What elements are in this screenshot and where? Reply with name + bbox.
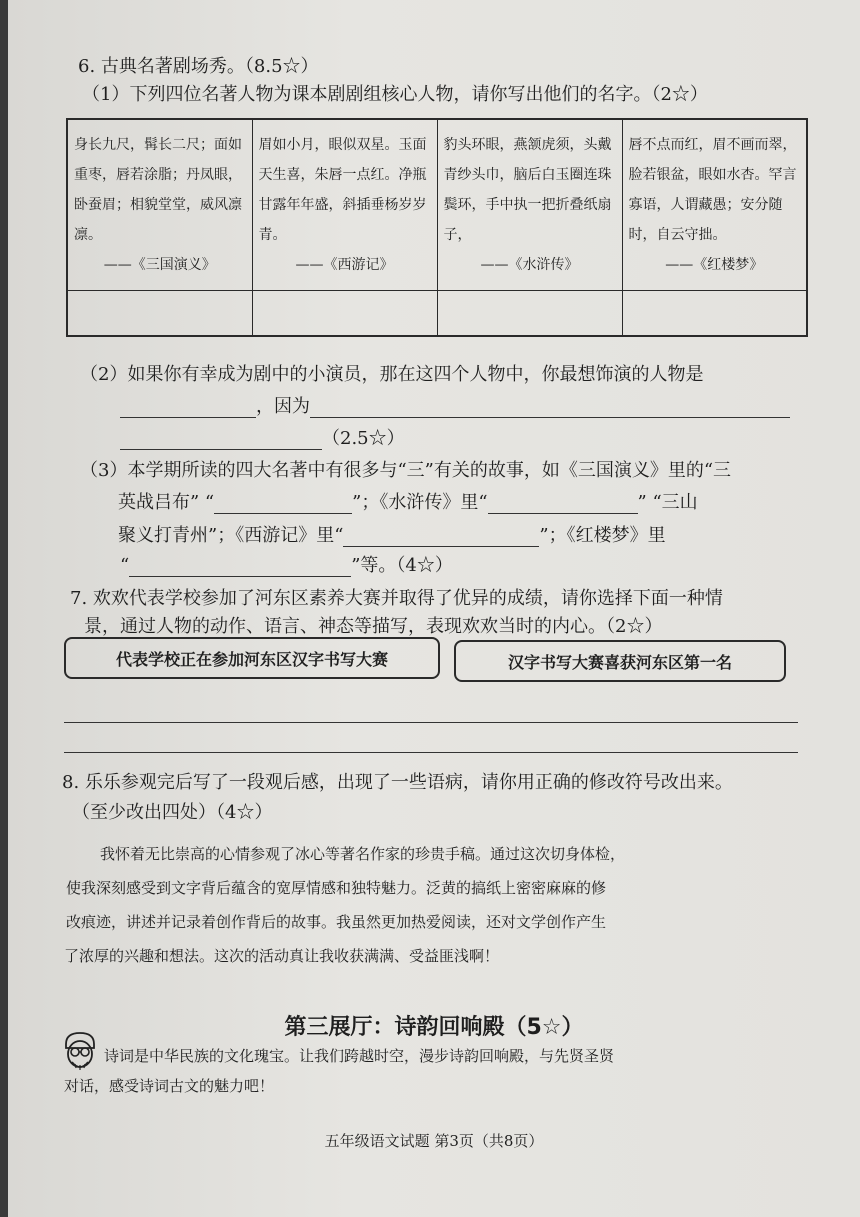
answer-line[interactable] xyxy=(64,722,798,723)
character-cell-shuihu xyxy=(437,119,622,291)
character-desc: 唇不点而红，眉不画而翠，脸若银盆，眼如水杏。罕言寡语，人谓藏愚；安分随时，自云守拙。 xyxy=(628,137,797,243)
exam-page xyxy=(8,0,860,1217)
answer-cell[interactable] xyxy=(437,291,622,337)
question-6-part-2-line3: （2.5☆） xyxy=(120,424,405,450)
question-6-title: 6. 古典名著剧场秀。（8.5☆） xyxy=(78,56,319,77)
scenario-option-1[interactable]: 代表学校正在参加河东区汉字书写大赛 xyxy=(64,637,440,679)
section-heading: 第三展厅：诗韵回响殿（5☆） xyxy=(284,1015,584,1040)
character-source: ——《水浒传》 xyxy=(480,257,579,273)
answer-blank[interactable] xyxy=(343,525,539,547)
character-cell-sanguo xyxy=(67,119,252,291)
character-desc: 豹头环眼，燕颔虎须，头戴青纱头巾，脑后白玉圈连珠鬓环，手中执一把折叠纸扇子， xyxy=(443,137,612,243)
scenario-option-2[interactable]: 汉字书写大赛喜获河东区第一名 xyxy=(454,640,786,682)
question-6-part-3-line2: 英战吕布” “ ”；《水浒传》里“ ” “三山 xyxy=(118,492,698,513)
character-cell-xiyou xyxy=(252,119,437,291)
answer-cell[interactable] xyxy=(67,291,252,337)
character-table xyxy=(66,118,808,337)
answer-cell[interactable] xyxy=(252,291,437,337)
character-desc: 眉如小月，眼似双星。玉面天生喜，朱唇一点红。净瓶甘露年年盛，斜插垂杨岁岁青。 xyxy=(258,137,427,243)
section-intro-line2: 对话，感受诗词古文的魅力吧！ xyxy=(64,1077,275,1095)
question-6-part-3-line3: 聚义打青州”；《西游记》里“ ”；《红楼梦》里 xyxy=(118,525,666,546)
page-footer: 五年级语文试题 第3页（共8页） xyxy=(324,1132,544,1150)
question-7-line2: 景，通过人物的动作、语言、神态等描写，表现欢欢当时的内心。（2☆） xyxy=(84,616,663,637)
question-6-part-2: （2）如果你有幸成为剧中的小演员，那在这四个人物中，你最想饰演的人物是 xyxy=(80,364,704,385)
passage-line: 改痕迹，讲述并记录着创作背后的故事。我虽然更加热爱阅读，还对文学创作产生 xyxy=(66,913,607,931)
question-8-line1: 8. 乐乐参观完后写了一段观后感，出现了一些语病，请你用正确的修改符号改出来。 xyxy=(62,772,733,793)
answer-blank[interactable] xyxy=(310,396,790,418)
question-7-line1: 7. 欢欢代表学校参加了河东区素养大赛并取得了优异的成绩，请你选择下面一种情 xyxy=(70,588,723,609)
answer-blank[interactable] xyxy=(120,428,322,450)
passage-line: 我怀着无比崇高的心情参观了冰心等著名作家的珍贵手稿。通过这次切身体检， xyxy=(100,845,626,863)
character-source: ——《三国演义》 xyxy=(103,257,216,273)
passage-line: 了浓厚的兴趣和想法。这次的活动真让我收获满满、受益匪浅啊！ xyxy=(64,947,500,965)
question-6-part-1: （1）下列四位名著人物为课本剧剧组核心人物，请你写出他们的名字。（2☆） xyxy=(82,84,708,105)
answer-blank[interactable] xyxy=(488,492,638,514)
character-cell-honglou xyxy=(622,119,807,291)
question-6-part-3: （3）本学期所读的四大名著中有很多与“三”有关的故事，如《三国演义》里的“三 xyxy=(80,460,732,481)
answer-cell[interactable] xyxy=(622,291,807,337)
passage-line: 使我深刻感受到文字背后蕴含的宽厚情感和独特魅力。泛黄的搞纸上密密麻麻的修 xyxy=(66,879,607,897)
question-6-part-2-line2: ，因为 xyxy=(120,392,790,418)
character-source: ——《西游记》 xyxy=(295,257,394,273)
question-8-line2: （至少改出四处）（4☆） xyxy=(72,802,273,823)
character-source: ——《红楼梦》 xyxy=(665,257,764,273)
answer-blank[interactable] xyxy=(129,555,351,577)
answer-line[interactable] xyxy=(64,752,798,753)
answer-blank[interactable] xyxy=(120,396,256,418)
answer-blank[interactable] xyxy=(214,492,352,514)
character-desc: 身长九尺，髯长二尺；面如重枣，唇若涂脂；丹凤眼，卧蚕眉；相貌堂堂，威风凛凛。 xyxy=(74,137,242,243)
section-intro-line1: 诗词是中华民族的文化瑰宝。让我们跨越时空，漫步诗韵回响殿，与先贤圣贤 xyxy=(104,1047,615,1065)
question-6-part-3-line4: “ ”等。（4☆） xyxy=(120,555,453,576)
scholar-avatar-icon xyxy=(58,1030,102,1074)
